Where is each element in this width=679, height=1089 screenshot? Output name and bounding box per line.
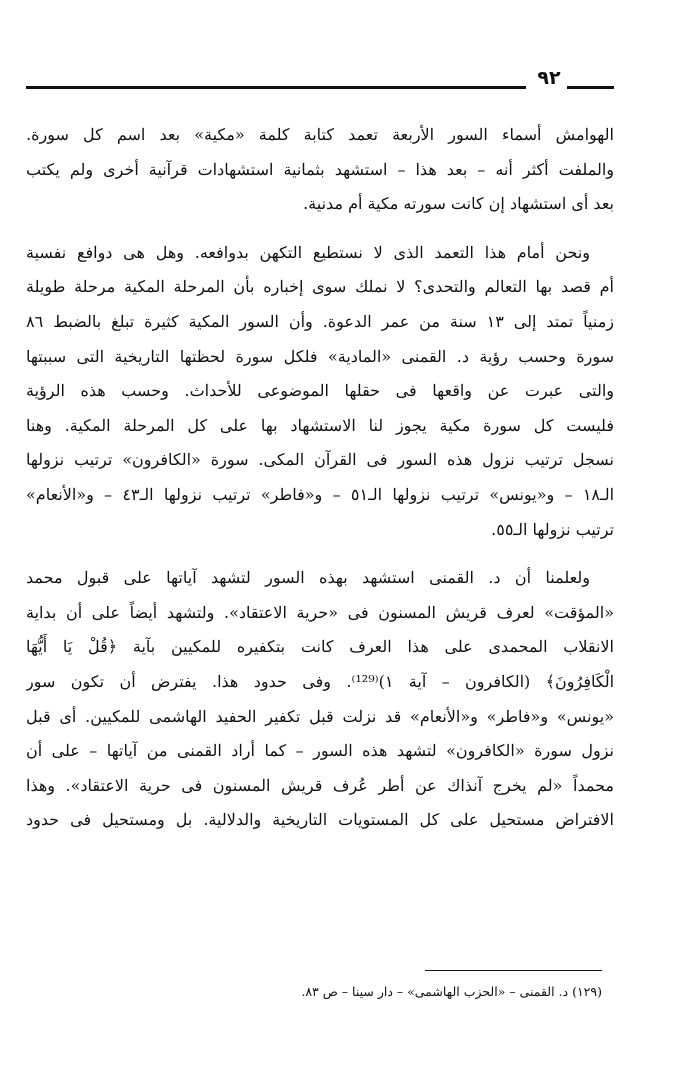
text-line: محمداً «لم يخرج آنذاك عن أطر عُرف قريش المسنون فى حرية الاعتقاد». وهذا — [26, 775, 614, 795]
text-line: سورة وحسب رؤية د. القمنى «المادية» فلكل سورة لحظتها التاريخية التى سببتها — [26, 346, 614, 366]
text-line: زمنياً تمتد إلى ١٣ سنة من عمر الدعوة. وأن السور المكية كثيرة تبلغ بالضبط ٨٦ — [26, 311, 614, 331]
page-header — [26, 66, 614, 96]
paragraph-2 — [26, 236, 614, 547]
text-line: والتى عبرت عن واقعها فى حقلها الموضوعى للأحداث. وحسب هذه الرؤية — [26, 381, 614, 401]
footnote: (١٢٩) د. القمنى – «الحزب الهاشمى» – دار سينا – ص ٨٣. — [301, 984, 602, 999]
paragraph-gap — [26, 222, 614, 236]
text-line: فليست كل سورة مكية يجوز لنا الاستشهاد بها على كل المرحلة المكية. وهنا — [26, 415, 614, 435]
text-line: ونحن أمام هذا التعمد الذى لا نستطيع التكهن بدوافعه. وهل هى دوافع نفسية — [26, 242, 590, 262]
footnote-rule — [425, 970, 602, 971]
text-line: نزول سورة «الكافرون» لتشهد هذه السور – كما أراد القمنى من آياتها – على أن — [26, 741, 614, 761]
text-line: «يونس» و«فاطر» و«الأنعام» قد نزلت قبل تكفير الحفيد الهاشمى للمكيين. أى قبل — [26, 706, 614, 726]
text-line: ترتيب نزولها الـ٥٥. — [491, 519, 614, 539]
text-line: الْكَافِرُونَ﴾ (الكافرون – آية ١)⁽¹²⁹⁾. وفى حدود هذا. يفترض أن تكون سور — [26, 671, 614, 691]
text-line: ولعلمنا أن د. القمنى استشهد بهذه السور لتشهد آياتها على قبول محمد — [26, 568, 590, 588]
text-line: الهوامش أسماء السور الأربعة تعمد كتابة كلمة «مكية» بعد اسم كل سورة. — [26, 125, 614, 144]
text-line: نسجل ترتيب نزول هذه السور فى القرآن المكى. سورة «الكافرون» ترتيب نزولها — [26, 450, 614, 470]
text-line: «المؤقت» لعرف قريش المسنون فى «حرية الاعتقاد». ولتشهد أيضاً على أن بداية — [26, 602, 614, 622]
paragraph-gap — [26, 547, 614, 561]
header-rule-short — [567, 86, 614, 89]
page-number: ٩٢ — [537, 67, 561, 89]
text-line: والملفت أكثر أنه – بعد هذا – استشهد بثمانية استشهادات قرآنية أخرى ولم يكتب — [26, 159, 614, 179]
text-line: الـ١٨ – و«يونس» ترتيب نزولها الـ٥١ – و«فاطر» ترتيب نزولها الـ٤٣ – و«الأنعام» — [26, 484, 614, 504]
paragraph-3 — [26, 561, 614, 838]
text-line: الافتراض مستحيل على كل المستويات التاريخية والدلالية. بل ومستحيل فى حدود — [26, 810, 614, 830]
paragraph-1 — [26, 118, 614, 222]
text-line: الانقلاب المحمدى على هذا العرف كانت بتكفيره للمكيين بآية ﴿قُلْ يَا أَيُّهَا — [26, 637, 614, 657]
text-line: بعد أى استشهاد إن كانت سورته مكية أم مدنية. — [303, 194, 614, 214]
body-text — [26, 118, 614, 838]
text-line: أم قصد بها التعالم والتحدى؟ لا نملك سوى إخباره بأن المرحلة المكية مرحلة طويلة — [26, 277, 614, 297]
header-rule — [26, 86, 526, 89]
